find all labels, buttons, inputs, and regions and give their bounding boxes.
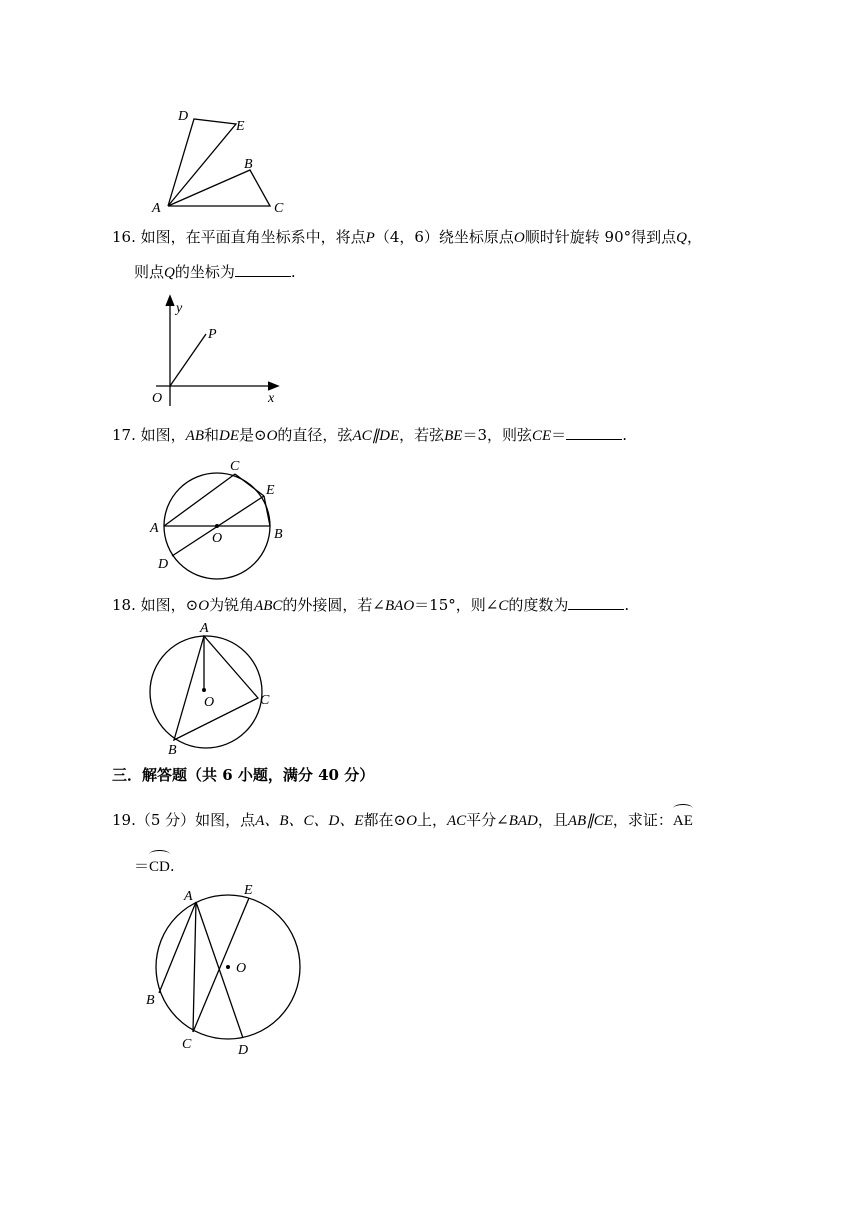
figure-q16 [142,292,292,412]
figure-q18 [140,618,290,758]
label-A: A [150,521,159,536]
label-C: C [230,459,240,474]
label-B: B [274,527,283,542]
question-19: 19.（5 分）如图，点A、B、C、D、E都在⊙O上，AC平分∠BAD，且AB∥CE，求证：AE ＝CD. [112,806,752,878]
question-16: 16. 如图，在平面直角坐标系中，将点P（4，6）绕坐标原点O顺时针旋转 90°得到点Q， 则点Q的坐标为 . [112,228,702,281]
label-B: B [168,743,177,758]
question-18: 18. 如图，⊙O为锐角ABC的外接圆，若∠BAO＝15°，则∠C的度数为 . [112,596,630,614]
section-title: 三．解答题（共 6 小题，满分 40 分） [112,766,375,784]
label-D: D [178,109,189,124]
arc-AE: AE [673,806,693,832]
label-A: A [152,201,161,216]
label-O: O [152,391,163,406]
label-D: D [238,1043,249,1058]
label-O: O [236,961,247,976]
arc-CD: CD [149,852,170,878]
figure-q19 [140,880,310,1070]
label-O: O [212,531,223,546]
label-B: B [146,993,155,1008]
label-O: O [204,695,215,710]
label-B: B [244,157,253,172]
label-P: P [208,327,217,342]
answer-blank-18 [568,595,624,610]
answer-blank-17 [566,425,622,440]
label-C: C [260,693,270,708]
label-D: D [158,557,169,572]
label-y: y [176,301,183,316]
label-x: x [268,391,275,406]
answer-blank-16 [235,262,291,277]
question-17: 17. 如图，AB和DE是⊙O的直径，弦AC∥DE，若弦BE＝3，则弦CE＝ . [112,426,627,444]
label-C: C [182,1037,192,1052]
label-C: C [274,201,284,216]
label-A: A [184,889,193,904]
label-E: E [266,483,275,498]
figure-q15 [140,100,300,220]
label-A: A [200,621,209,636]
figure-q17 [140,452,300,582]
label-E: E [244,883,253,898]
label-E: E [236,119,245,134]
